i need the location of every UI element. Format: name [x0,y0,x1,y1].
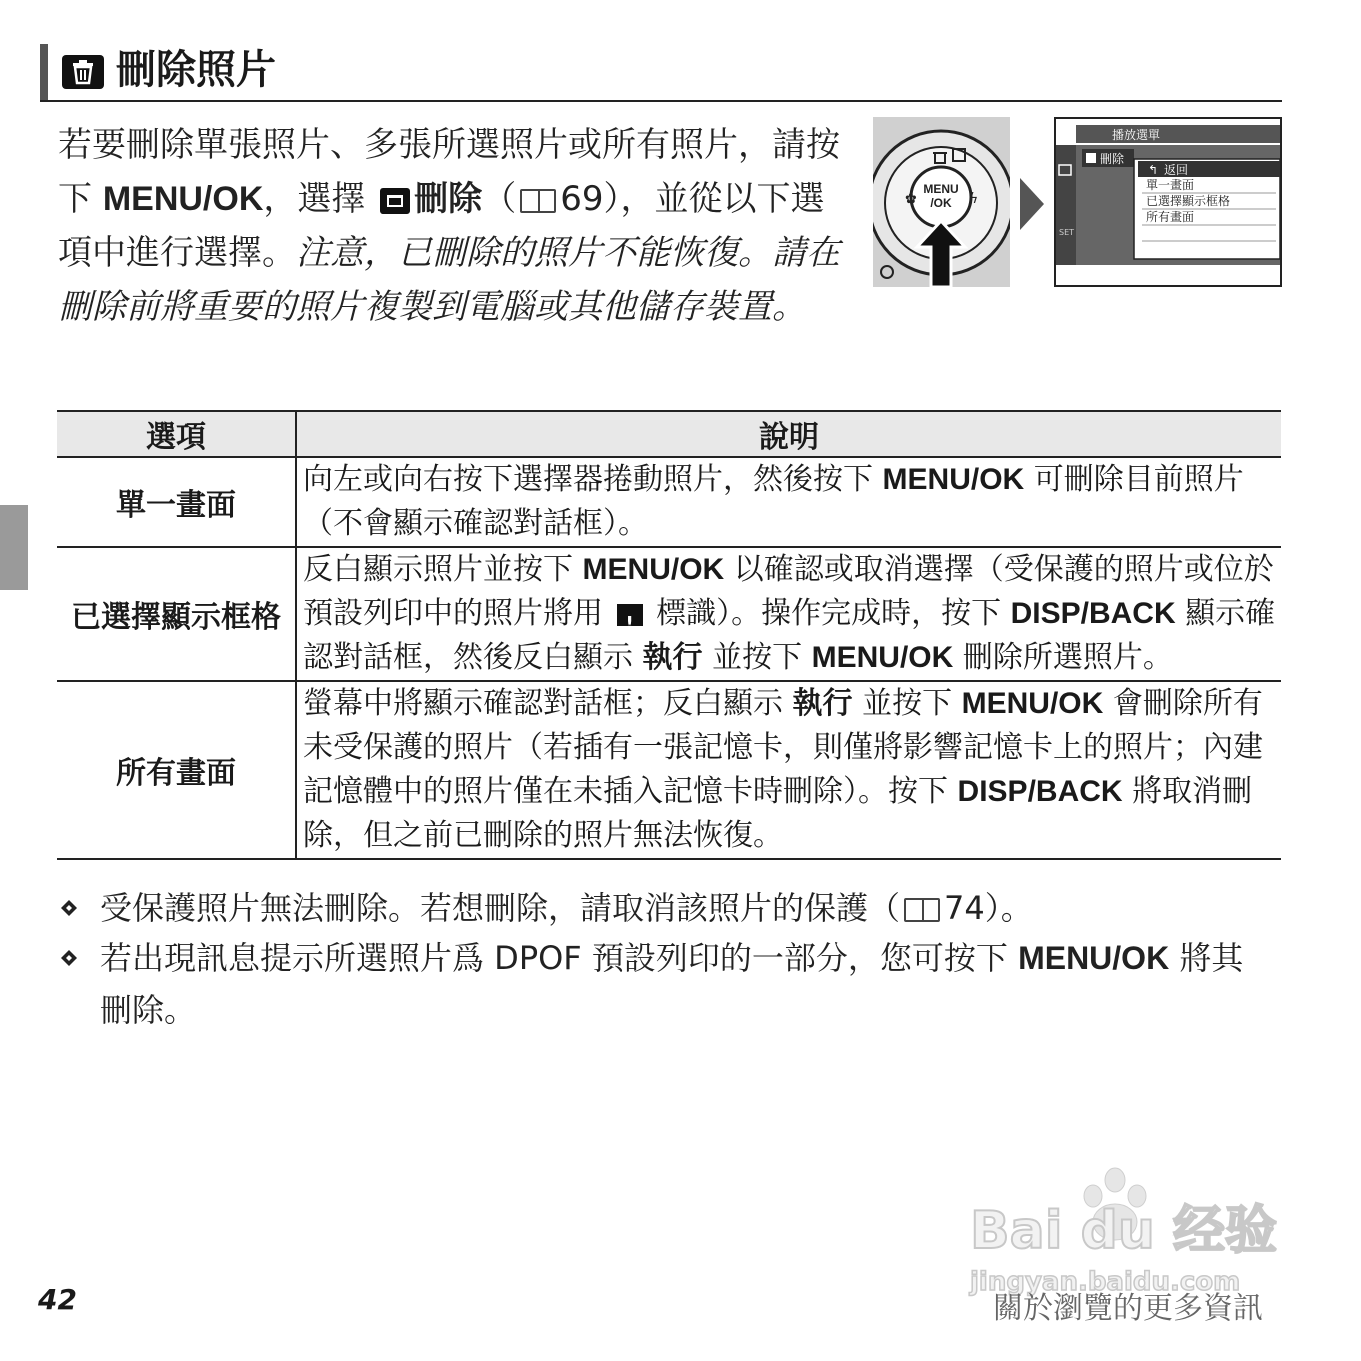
header-description: 說明 [296,411,1281,457]
description-selected-frames: 反白顯示照片並按下 MENU/OK 以確認或取消選擇（受保護的照片或位於預設列印中的照片將用 ! 標識）。操作完成時，按下 DISP/BACK 顯示確認對話框，然後反白顯示 執行 並按下 MENU/OK 刪除所選照片。 [296,547,1281,681]
screen-item-1: 單一畫面 [1146,178,1195,192]
options-table [57,410,1281,860]
intro-text-3: （ [482,179,517,219]
disp-back-key: DISP/BACK [957,775,1123,808]
menu-ok-key: MENU/OK [102,180,264,218]
menu-ok-key: MENU/OK [961,687,1104,720]
page-title: 刪除照片 [116,47,276,93]
intro-paragraph [58,118,848,334]
intro-text-4: ），並從以下選項中進行選擇。 [58,179,825,273]
svg-text:ϟ: ϟ [969,191,979,207]
trash-icon [380,188,410,214]
menu-button-label-1: MENU [923,182,959,196]
menu-ok-key: MENU/OK [882,463,1025,496]
note-protected: 受保護照片無法刪除。若想刪除，請取消該照片的保護（ 74）。 [58,882,1273,934]
title-rule [40,100,1282,102]
chapter-side-tab [0,505,28,590]
note-dpof: 若出現訊息提示所選照片爲 DPOF 預設列印的一部分，您可按下 MENU/OK 將其刪除。 [58,932,1273,984]
option-single: 單一畫面 [57,457,296,547]
book-icon [904,898,940,922]
section-footer: 關於瀏覽的更多資訊 [993,1291,1263,1326]
svg-text:↰: ↰ [1148,163,1159,177]
option-all-frames: 所有畫面 [57,681,296,859]
warning-text: 注意，已刪除的照片不能恢復。請在刪除前將重要的照片複製到電腦或其他儲存裝置。 [58,233,840,327]
execute-label: 執行 [642,640,703,675]
table-row [57,681,1281,859]
arrow-right-icon [1020,178,1044,230]
title-accent-bar [40,44,48,102]
table-header-row [57,411,1281,457]
screen-menu-title: 播放選單 [1112,128,1161,142]
screen-back: 返回 [1164,163,1189,177]
book-icon [520,189,556,213]
note-pencil-icon [58,932,88,984]
camera-control-illustration [873,117,1010,287]
note-ref-page: 74 [944,889,985,927]
intro-text-1: 若要刪除單張照片、多張所選照片或所有照片，請按下 [58,125,840,219]
screen-set-label: SET [1059,228,1075,237]
watermark-main: Bai du 经验 [970,1201,1277,1261]
watermark-url: jingyan.baidu.com [970,1267,1241,1297]
trash-icon [62,55,104,89]
header-option: 選項 [57,411,296,457]
screen-item-3: 所有畫面 [1146,210,1195,224]
screen-submenu-title: 刪除 [1100,152,1125,166]
menu-ok-key: MENU/OK [582,553,725,586]
intro-text-2: ，選擇 [263,179,377,219]
menu-ok-key: MENU/OK [811,641,954,674]
description-single: 向左或向右按下選擇器捲動照片，然後按下 MENU/OK 可刪除目前照片（不會顯示確認對話框）。 [296,457,1281,547]
description-all-frames: 螢幕中將顯示確認對話框；反白顯示 執行 並按下 MENU/OK 會刪除所有未受保護的照片（若插有一張記憶卡，則僅將影響記憶卡上的照片；內建記憶體中的照片僅在未插入記憶卡時刪除）。按下 DISP/BACK 將取消刪除，但之前已刪除的照片無法恢復。 [296,681,1281,859]
screen-item-2: 已選擇顯示框格 [1146,194,1231,208]
menu-button-label-2: /OK [930,196,952,210]
table-row [57,547,1281,681]
page-number: 42 [38,1283,77,1316]
menu-ok-key: MENU/OK [1018,940,1170,976]
ref-page: 69 [560,179,604,219]
dpof-mark-icon [617,604,643,626]
table-row [57,457,1281,547]
disp-back-key: DISP/BACK [1010,597,1176,630]
execute-label: 執行 [792,686,853,721]
note-pencil-icon [58,882,88,934]
delete-label: 刪除 [414,180,483,218]
watermark-logo [965,1160,1285,1300]
svg-text:✿: ✿ [905,191,917,207]
camera-screen-illustration [1054,117,1282,287]
option-selected-frames: 已選擇顯示框格 [57,547,296,681]
